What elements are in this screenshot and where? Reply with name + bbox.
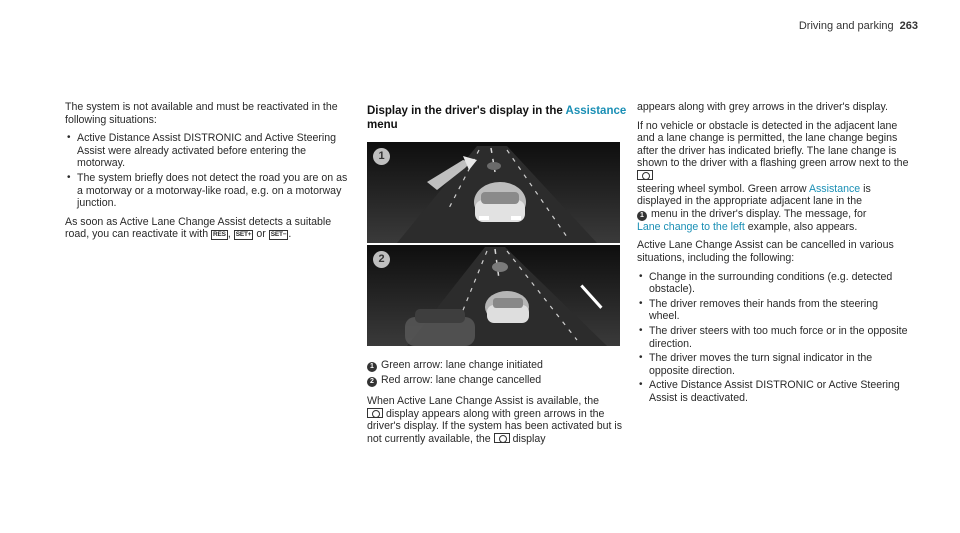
callout-number-2: 2 xyxy=(373,251,390,268)
text-span: steering wheel symbol. Green arrow xyxy=(637,182,807,195)
bullet-list-situations xyxy=(65,132,351,210)
column-middle xyxy=(367,104,629,451)
bullet-list-cancel-reasons xyxy=(637,271,909,405)
menu-reference-assistance: Assistance xyxy=(808,182,861,195)
page-header xyxy=(799,20,918,33)
text-span: , xyxy=(227,228,231,241)
text-span: If no vehicle or obstacle is detected in the adjacent lane and a lane change is permitted, the lane change begins after the driver has indicated briefly. The lane change is shown to the driver with a flashing green arrow next to the xyxy=(637,119,909,170)
caption-2 xyxy=(367,374,629,387)
text-span: When Active Lane Change Assist is available, the xyxy=(367,395,600,407)
heading-highlight: Assistance xyxy=(565,105,627,117)
list-item: • The driver moves the turn signal indicator in the opposite direction. xyxy=(637,352,909,377)
caption-1 xyxy=(367,359,629,372)
text-span: display appears along with green arrows in the driver's display. If the system has been activated but is not currently available, the xyxy=(367,407,623,445)
text-span: example, also appears. xyxy=(747,220,858,233)
section-heading xyxy=(367,104,629,132)
caption-text: Green arrow: lane change initiated xyxy=(381,359,543,371)
road-scene-2 xyxy=(367,245,620,346)
column-left xyxy=(65,101,351,247)
section-title: Driving and parking xyxy=(798,20,894,32)
callout-number-icon: 1 xyxy=(637,211,647,221)
column-right xyxy=(637,101,909,410)
heading-text: menu xyxy=(367,119,398,131)
heading-text: Display in the driver's display in the xyxy=(367,105,563,117)
list-item: • The system briefly does not detect the road you are on as a motorway or a motorway-like road, e.g. on a motorway junction. xyxy=(65,172,351,210)
set-minus-button-icon: SET− xyxy=(270,231,287,239)
callout-number-icon: 1 xyxy=(367,362,377,372)
callout-number-icon: 2 xyxy=(367,377,377,387)
text-span: menu in the driver's display. The message, for xyxy=(651,207,867,220)
illustration-lane-change-cancelled xyxy=(367,245,620,346)
steering-wheel-lane-change-icon xyxy=(494,433,510,443)
text-span: display xyxy=(512,432,546,445)
list-item: • Active Distance Assist DISTRONIC and Active Steering Assist were already activated before entering the motorway. xyxy=(65,132,351,170)
paragraph-reactivate xyxy=(65,216,351,241)
text-span: is displayed in the appropriate adjacent lane in the xyxy=(637,182,871,208)
caption-text: Red arrow: lane change cancelled xyxy=(381,374,542,386)
list-item: • The driver removes their hands from the steering wheel. xyxy=(637,298,909,323)
illustration-lane-change-initiated xyxy=(367,142,620,243)
page-number: 263 xyxy=(899,20,918,32)
steering-wheel-lane-change-icon xyxy=(637,170,653,180)
set-plus-button-icon: SET+ xyxy=(235,231,252,239)
steering-wheel-lane-change-icon xyxy=(367,408,383,418)
paragraph-lane-change xyxy=(637,120,909,234)
text-span: As soon as Active Lane Change Assist detects a suitable road, you can reactivate it with xyxy=(65,215,332,241)
list-item: • Active Distance Assist DISTRONIC or Active Steering Assist is deactivated. xyxy=(637,379,909,404)
message-reference-lane-change: Lane change to the left xyxy=(637,220,745,233)
text-span: . xyxy=(288,228,292,241)
paragraph-reactivation: The system is not available and must be reactivated in the following situations: xyxy=(65,101,338,126)
road-scene-1 xyxy=(367,142,620,243)
paragraph-grey-arrows: appears along with grey arrows in the driver's display. xyxy=(637,101,888,113)
paragraph-availability xyxy=(367,395,629,445)
callout-number-1: 1 xyxy=(373,148,390,165)
res-button-icon: RES xyxy=(213,231,226,239)
list-item: • The driver steers with too much force or in the opposite direction. xyxy=(637,325,909,350)
text-span: or xyxy=(256,228,266,241)
list-item: • Change in the surrounding conditions (e.g. detected obstacle). xyxy=(637,271,909,296)
paragraph-cancel: Active Lane Change Assist can be cancelled in various situations, including the following: xyxy=(637,239,894,264)
